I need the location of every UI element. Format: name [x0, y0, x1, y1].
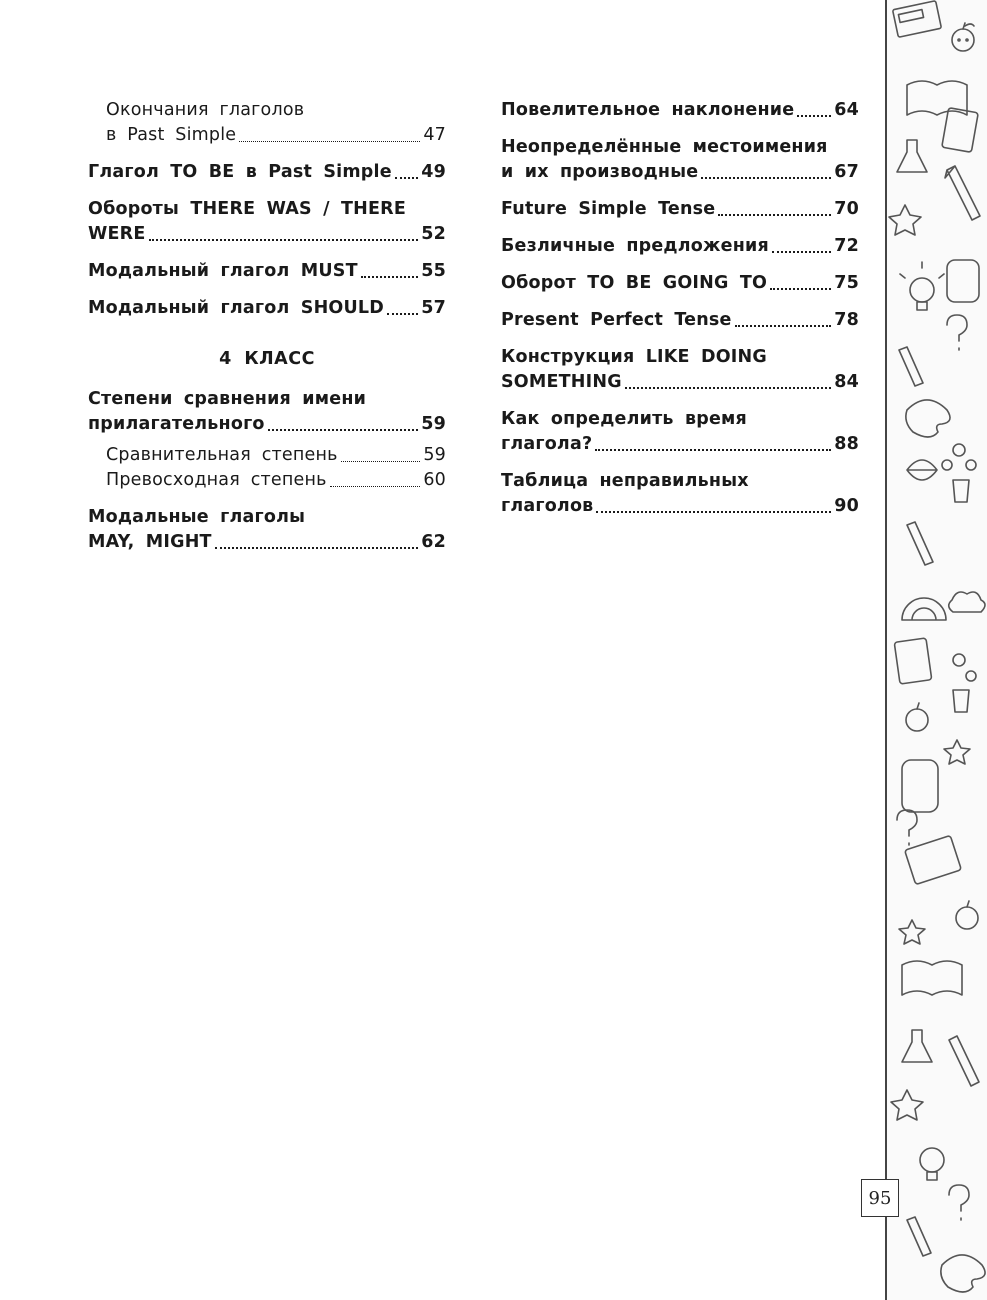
- toc-entry-text: Неопределённые местоимения: [501, 137, 828, 157]
- toc-page-number: 75: [834, 273, 859, 293]
- toc-right-column: [501, 98, 859, 531]
- toc-page-number: 52: [421, 224, 446, 244]
- pencil-icon: [907, 522, 933, 565]
- toc-entry-text: Модальный глагол SHOULD: [88, 298, 384, 318]
- toc-entry: [501, 135, 859, 185]
- leader-dots: [625, 386, 831, 389]
- toc-page-number: 67: [834, 162, 859, 182]
- toc-entry: [88, 468, 446, 493]
- notebook-icon: [894, 638, 932, 684]
- page-number: 95: [861, 1179, 899, 1217]
- pencil-icon: [899, 347, 923, 386]
- toc-entry-text: в Past Simple: [106, 125, 237, 145]
- toc-page-number: 57: [421, 298, 446, 318]
- toc-page-number: 59: [423, 445, 446, 465]
- toc-entry: [501, 271, 859, 296]
- leader-dots: [770, 287, 831, 290]
- flower-icon: [953, 654, 976, 712]
- toc-entry-text: глагола?: [501, 434, 593, 454]
- apple-icon: [906, 703, 928, 731]
- toc-page-number: 70: [834, 199, 859, 219]
- toc-page-number: 72: [834, 236, 859, 256]
- doodle-pattern: [887, 0, 987, 1300]
- backpack-icon: [947, 260, 979, 302]
- leader-dots: [797, 114, 831, 117]
- flask-icon: [897, 140, 927, 172]
- leader-dots: [395, 176, 418, 179]
- toc-entry: [88, 197, 446, 247]
- toc-entry: [501, 308, 859, 333]
- toc-entry: [88, 98, 446, 148]
- toc-entry: [88, 296, 446, 321]
- leader-dots: [330, 485, 421, 487]
- leader-dots: [595, 448, 831, 451]
- backpack-icon: [902, 760, 938, 812]
- leaf-icon: [907, 460, 937, 480]
- leader-dots: [735, 324, 832, 327]
- toc-entry: [501, 197, 859, 222]
- star-icon: [899, 920, 925, 944]
- toc-entry: [501, 469, 859, 519]
- apple-icon: [952, 23, 974, 51]
- star-icon: [889, 205, 921, 235]
- toc-entry: [88, 443, 446, 468]
- toc-entry: [501, 98, 859, 123]
- leader-dots: [387, 312, 418, 315]
- toc-entry-text: Как определить время: [501, 409, 747, 429]
- star-icon: [944, 740, 970, 764]
- toc-entry-text: и их производные: [501, 162, 699, 182]
- pencil-icon: [949, 1036, 979, 1086]
- palette-icon: [941, 1255, 985, 1292]
- toc-page-number: 49: [421, 162, 446, 182]
- toc-entry-text: Конструкция LIKE DOING: [501, 347, 767, 367]
- pencil-icon: [907, 1217, 931, 1256]
- flask-icon: [902, 1030, 932, 1062]
- toc-page-number: 78: [834, 310, 859, 330]
- lightbulb-icon: [900, 262, 944, 310]
- star-icon: [891, 1090, 923, 1120]
- toc-page-number: 64: [834, 100, 859, 120]
- toc-page-number: 90: [834, 496, 859, 516]
- leader-dots: [701, 176, 831, 179]
- leader-dots: [718, 213, 831, 216]
- apple-icon: [956, 901, 978, 929]
- book-icon: [902, 961, 962, 995]
- toc-page-number: 88: [834, 434, 859, 454]
- question-mark-icon: [949, 1185, 969, 1220]
- palette-icon: [906, 400, 950, 437]
- question-mark-icon: [897, 810, 917, 845]
- toc-entry-text: Степени сравнения имени: [88, 389, 367, 409]
- leader-dots: [215, 546, 419, 549]
- cloud-icon: [949, 592, 985, 612]
- toc-page-number: 47: [423, 125, 446, 145]
- toc-entry-text: SOMETHING: [501, 372, 622, 392]
- toc-entry-text: MAY, MIGHT: [88, 532, 212, 552]
- toc-entry-text: Превосходная степень: [106, 470, 327, 490]
- flower-icon: [942, 444, 976, 502]
- leader-dots: [341, 460, 421, 462]
- toc-entry-text: Модальный глагол MUST: [88, 261, 358, 281]
- leader-dots: [239, 140, 420, 142]
- toc-entry: [88, 259, 446, 284]
- toc-entry-text: WERE: [88, 224, 146, 244]
- toc-entry-text: Future Simple Tense: [501, 199, 716, 219]
- lightbulb-icon: [920, 1148, 944, 1180]
- toc-entry-text: Сравнительная степень: [106, 445, 338, 465]
- leader-dots: [772, 250, 831, 253]
- toc-entry-text: Обороты THERE WAS / THERE: [88, 199, 406, 219]
- toc-entry: [501, 234, 859, 259]
- toc-entry-text: прилагательного: [88, 414, 265, 434]
- toc-entry: [88, 387, 446, 437]
- toc-entry-text: Оборот TO BE GOING TO: [501, 273, 768, 293]
- book-icon: [893, 1, 942, 38]
- toc-entry: [88, 160, 446, 185]
- toc-page-number: 59: [421, 414, 446, 434]
- toc-left-column: [88, 98, 446, 567]
- toc-entry-text: глаголов: [501, 496, 594, 516]
- toc-entry-text: Глагол TO BE в Past Simple: [88, 162, 392, 182]
- toc-entry-text: Present Perfect Tense: [501, 310, 732, 330]
- toc-entry-text: Таблица неправильных: [501, 471, 749, 491]
- protractor-icon: [902, 598, 946, 620]
- toc-page-number: 60: [423, 470, 446, 490]
- toc-page-number: 84: [834, 372, 859, 392]
- toc-entry-text: Окончания глаголов: [106, 100, 305, 120]
- notebook-icon: [942, 108, 978, 153]
- toc-page-number: 55: [421, 261, 446, 281]
- toc-entry: [88, 505, 446, 555]
- leader-dots: [268, 428, 419, 431]
- section-heading: 4 КЛАСС: [219, 349, 315, 369]
- decorative-doodle-strip: [885, 0, 987, 1300]
- toc-entry: [501, 407, 859, 457]
- leader-dots: [596, 510, 831, 513]
- toc-page-number: 62: [421, 532, 446, 552]
- pencil-icon: [945, 166, 980, 220]
- question-mark-icon: [947, 315, 967, 350]
- toc-entry-text: Повелительное наклонение: [501, 100, 795, 120]
- book-icon: [905, 835, 962, 884]
- leader-dots: [149, 238, 419, 241]
- toc-entry-text: Модальные глаголы: [88, 507, 306, 527]
- leader-dots: [361, 275, 418, 278]
- toc-entry-text: Безличные предложения: [501, 236, 769, 256]
- toc-entry: [501, 345, 859, 395]
